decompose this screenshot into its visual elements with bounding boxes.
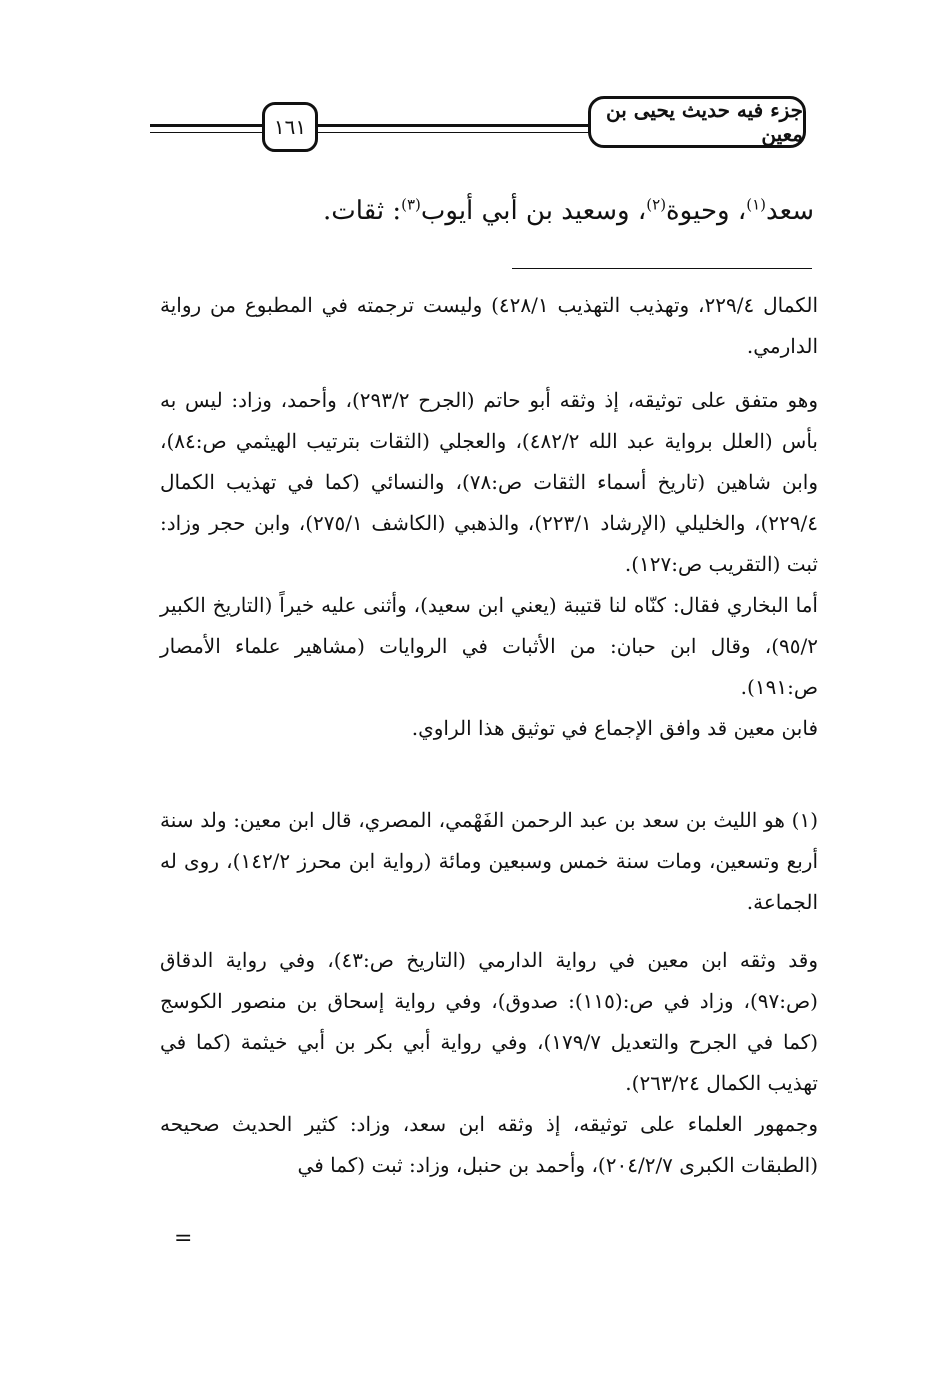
footnote-1-marker: (١) xyxy=(791,808,819,832)
header-rule-thick xyxy=(150,124,590,127)
footnote-1-continued-block xyxy=(160,940,818,1186)
footnote-paragraph: الكمال ٢٢٩/٤، وتهذيب التهذيب ٤٢٨/١) وليست ترجمته في المطبوع من رواية الدارمي. xyxy=(160,293,819,358)
main-word-1: سعد xyxy=(766,196,814,226)
footnote-narrators-block xyxy=(160,380,818,749)
footnote-paragraph: وهو متفق على توثيقه، إذ وثقه أبو حاتم (الجرح ٢٩٣/٢)، وأحمد، وزاد: ليس به بأس (العلل برواية عبد الله ٤٨٢/٢)، والعجلي (الثقات بترتيب الهيثمي ص:٨٤)، وابن شاهين (تاريخ أسماء الثقات ص:٧٨)، والنسائي (كما في تهذيب الكمال ٢٢٩/٤)، والخليلي (الإرشاد ٢٢٣/١)، والذهبي (الكاشف ٢٧٥/١)، وابن حجر وزاد: ثبت (التقريب ص:١٢٧). xyxy=(160,388,818,576)
continuation-mark: = xyxy=(174,1226,193,1251)
footnote-continuation-block xyxy=(160,285,818,367)
page-number: ١٦١ xyxy=(262,102,318,152)
footnote-paragraph: وجمهور العلماء على توثيقه، إذ وثقه ابن سعد، وزاد: كثير الحديث صحيحه (الطبقات الكبرى ٢٠٤/٢/٧)، وأحمد بن حنبل، وزاد: ثبت (كما في xyxy=(160,1112,818,1177)
footnote-paragraph: فابن معين قد وافق الإجماع في توثيق هذا الراوي. xyxy=(411,716,818,740)
footnote-1-paragraph xyxy=(160,800,818,923)
footnote-1-block xyxy=(160,800,818,923)
header-rule xyxy=(150,120,590,138)
footnote-separator xyxy=(512,268,812,269)
main-word-2: ، وحيوة xyxy=(666,196,747,226)
main-word-3: ، وسعيد بن أبي أيوب xyxy=(420,196,647,226)
footnote-1-text: هو الليث بن سعد بن عبد الرحمن الفَهْمي، المصري، قال ابن معين: ولد سنة أربع وتسعين، ومات سنة خمس وسبعين ومائة (رواية ابن محرز ١٤٢/٢)، روى له الجماعة. xyxy=(160,808,819,914)
header-rule-thin xyxy=(150,132,590,133)
main-word-4: : ثقات. xyxy=(323,196,402,226)
footnote-paragraph: أما البخاري فقال: كنّاه لنا قتيبة (يعني ابن سعيد)، وأثنى عليه خيراً (التاريخ الكبير ٩٥/٢)، وقال ابن حبان: من الأثبات في الروايات (مشاهير علماء الأمصار ص:١٩١). xyxy=(160,593,818,699)
book-title: جزء فيه حديث يحيى بن معين xyxy=(588,96,806,148)
footnote-paragraph: وقد وثقه ابن معين في رواية الدارمي (التاريخ ص:٤٣)، وفي رواية الدقاق (ص:٩٧)، وزاد في ص:(١١٥): صدوق)، وفي رواية إسحاق بن منصور الكوسج (كما في الجرح والتعديل ١٧٩/٧)، وفي رواية أبي بكر بن أبي خيثمة (كما في تهذيب الكمال ٢٦٣/٢٤). xyxy=(160,948,818,1095)
footnote-ref-2: (٢) xyxy=(646,195,667,214)
footnote-ref-1: (١) xyxy=(746,195,767,214)
footnote-ref-3: (٣) xyxy=(401,195,421,214)
main-text-line xyxy=(323,196,814,226)
